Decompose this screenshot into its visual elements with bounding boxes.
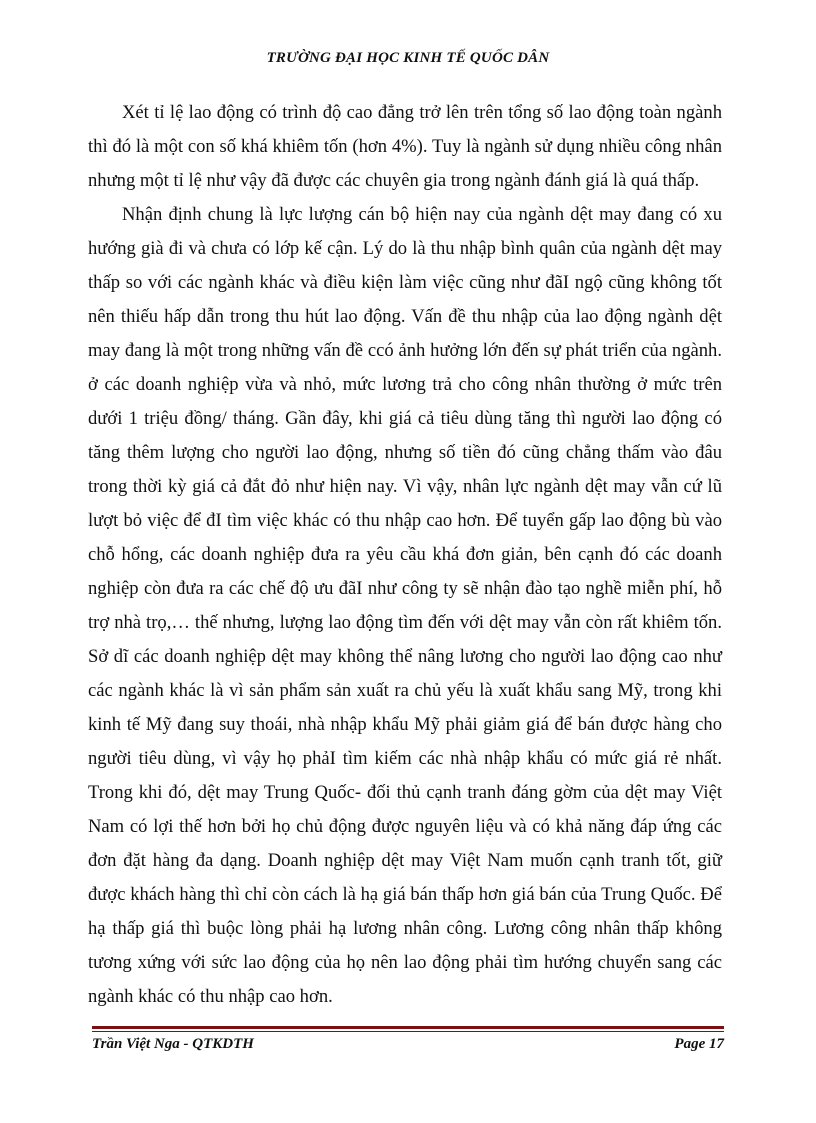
footer-rule-thin: [92, 1031, 724, 1032]
document-body: [88, 96, 722, 1014]
paragraph-1: Xét tỉ lệ lao động có trình độ cao đẳng trở lên trên tổng số lao động toàn ngành thì đó là một con số khá khiêm tốn (hơn 4%). Tuy là ngành sử dụng nhiều công nhân nhưng một tỉ lệ như vậy đã được các chuyên gia trong ngành đánh giá là quá thấp.: [88, 102, 722, 191]
footer-author: Trần Việt Nga - QTKDTH: [92, 1036, 254, 1052]
footer-page-number: Page 17: [674, 1036, 724, 1052]
page-header: TRƯỜNG ĐẠI HỌC KINH TẾ QUỐC DÂN: [266, 50, 550, 66]
paragraph-2: Nhận định chung là lực lượng cán bộ hiện nay của ngành dệt may đang có xu hướng già đi và chưa có lớp kế cận. Lý do là thu nhập bình quân của ngành dệt may thấp so với các ngành khác và điều kiện làm việc cũng như đãI ngộ cũng không tốt nên thiếu hấp dẫn trong thu hút lao động. Vấn đề thu nhập của lao động ngành dệt may đang là một trong những vấn đề ccó ảnh hưởng lớn đến sự phát triển của ngành. ở các doanh nghiệp vừa và nhỏ, mức lương trả cho công nhân thường ở mức trên dưới 1 triệu đồng/ tháng. Gần đây, khi giá cả tiêu dùng tăng thì người lao động có tăng thêm lượng cho người lao động, nhưng số tiền đó cũng chẳng thấm vào đâu trong thời kỳ giá cả đắt đỏ như hiện nay. Vì vậy, nhân lực ngành dệt may vẫn cứ lũ lượt bỏ việc để đI tìm việc khác có thu nhập cao hơn. Để tuyển gấp lao động bù vào chỗ hổng, các doanh nghiệp đưa ra yêu cầu khá đơn giản, bên cạnh đó các doanh nghiệp còn đưa ra các chế độ ưu đãI như công ty sẽ nhận đào tạo nghề miễn phí, hỗ trợ nhà trọ,… thế nhưng, lượng lao động tìm đến với dệt may vẫn còn rất khiêm tốn. Sở dĩ các doanh nghiệp dệt may không thể nâng lương cho người lao động cao như các ngành khác là vì sản phẩm sản xuất ra chủ yếu là xuất khẩu sang Mỹ, trong khi kinh tế Mỹ đang suy thoái, nhà nhập khẩu Mỹ phải giảm giá để bán được hàng cho người tiêu dùng, vì vậy họ phảI tìm kiếm các nhà nhập khẩu có mức giá rẻ nhất. Trong khi đó, dệt may Trung Quốc- đối thủ cạnh tranh đáng gờm của dệt may Việt Nam có lợi thế hơn bởi họ chủ động được nguyên liệu và có khả năng đáp ứng các đơn đặt hàng đa dạng. Doanh nghiệp dệt may Việt Nam muốn cạnh tranh tốt, giữ được khách hàng thì chỉ còn cách là hạ giá bán thấp hơn giá bán của Trung Quốc. Để hạ thấp giá thì buộc lòng phải hạ lương nhân công. Lương công nhân thấp không tương xứng với sức lao động của họ nên lao động phải tìm hướng chuyển sang các ngành khác có thu nhập cao hơn.: [88, 204, 722, 1007]
page-footer: [92, 1036, 724, 1053]
footer-rule-thick: [92, 1026, 724, 1029]
